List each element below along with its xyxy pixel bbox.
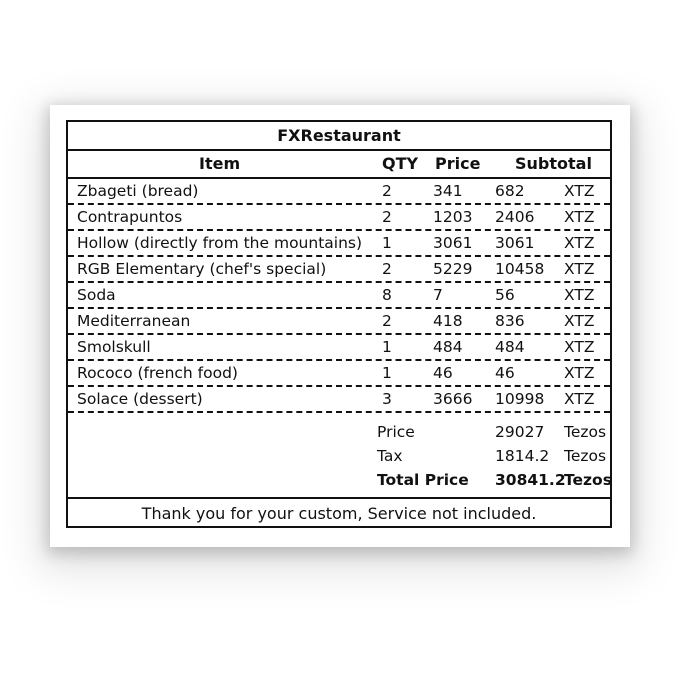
item-currency: XTZ (564, 338, 595, 356)
item-price: 418 (433, 312, 463, 330)
item-name: Rococo (french food) (77, 364, 238, 382)
table-row (68, 309, 610, 335)
item-subtotal: 3061 (495, 234, 535, 252)
item-qty: 1 (382, 234, 392, 252)
column-header-row (68, 151, 610, 179)
price-unit: Tezos (564, 423, 607, 441)
item-price: 484 (433, 338, 463, 356)
item-name: Smolskull (77, 338, 151, 356)
item-price: 341 (433, 182, 463, 200)
item-price: 3666 (433, 390, 473, 408)
table-row (68, 335, 610, 361)
tax-value: 1814.2 (495, 447, 550, 465)
item-qty: 2 (382, 260, 392, 278)
table-row (68, 231, 610, 257)
item-price: 1203 (433, 208, 473, 226)
item-currency: XTZ (564, 234, 595, 252)
item-subtotal: 10458 (495, 260, 545, 278)
item-subtotal: 56 (495, 286, 515, 304)
item-subtotal: 46 (495, 364, 515, 382)
column-header-price: Price (435, 154, 481, 173)
table-row (68, 361, 610, 387)
price-total-row (68, 420, 610, 444)
item-price: 7 (433, 286, 443, 304)
item-qty: 2 (382, 312, 392, 330)
item-currency: XTZ (564, 260, 595, 278)
item-name: Soda (77, 286, 116, 304)
item-currency: XTZ (564, 312, 595, 330)
receipt-paper (50, 105, 630, 547)
column-header-item: Item (199, 154, 241, 173)
table-row (68, 205, 610, 231)
item-name: Mediterranean (77, 312, 191, 330)
item-name: Contrapuntos (77, 208, 183, 226)
item-price: 5229 (433, 260, 473, 278)
item-currency: XTZ (564, 182, 595, 200)
item-subtotal: 836 (495, 312, 525, 330)
item-qty: 3 (382, 390, 392, 408)
item-currency: XTZ (564, 390, 595, 408)
total-price-label: Total Price (377, 471, 469, 489)
item-qty: 8 (382, 286, 392, 304)
item-subtotal: 10998 (495, 390, 545, 408)
item-qty: 1 (382, 364, 392, 382)
item-currency: XTZ (564, 364, 595, 382)
item-name: Zbageti (bread) (77, 182, 199, 200)
item-subtotal: 2406 (495, 208, 535, 226)
item-price: 3061 (433, 234, 473, 252)
tax-unit: Tezos (564, 447, 607, 465)
item-price: 46 (433, 364, 453, 382)
item-currency: XTZ (564, 286, 595, 304)
item-list (68, 179, 610, 413)
price-value: 29027 (495, 423, 545, 441)
price-label: Price (377, 423, 415, 441)
total-price-unit: Tezos (564, 471, 612, 489)
column-header-subtotal: Subtotal (515, 154, 592, 173)
item-qty: 2 (382, 208, 392, 226)
tax-row (68, 444, 610, 468)
receipt (66, 120, 612, 528)
item-name: Hollow (directly from the mountains) (77, 234, 363, 252)
table-row (68, 257, 610, 283)
item-subtotal: 484 (495, 338, 525, 356)
footer-message: Thank you for your custom, Service not included. (141, 504, 537, 523)
item-name: Solace (dessert) (77, 390, 203, 408)
item-subtotal: 682 (495, 182, 525, 200)
item-name: RGB Elementary (chef's special) (77, 260, 327, 278)
table-row (68, 179, 610, 205)
totals-section (68, 413, 610, 499)
item-qty: 2 (382, 182, 392, 200)
table-row (68, 283, 610, 309)
item-qty: 1 (382, 338, 392, 356)
table-row (68, 387, 610, 413)
column-header-qty: QTY (382, 154, 419, 173)
item-currency: XTZ (564, 208, 595, 226)
restaurant-name: FXRestaurant (68, 122, 610, 151)
total-price-row (68, 468, 610, 492)
tax-label: Tax (377, 447, 403, 465)
total-price-value: 30841.2 (495, 471, 566, 489)
